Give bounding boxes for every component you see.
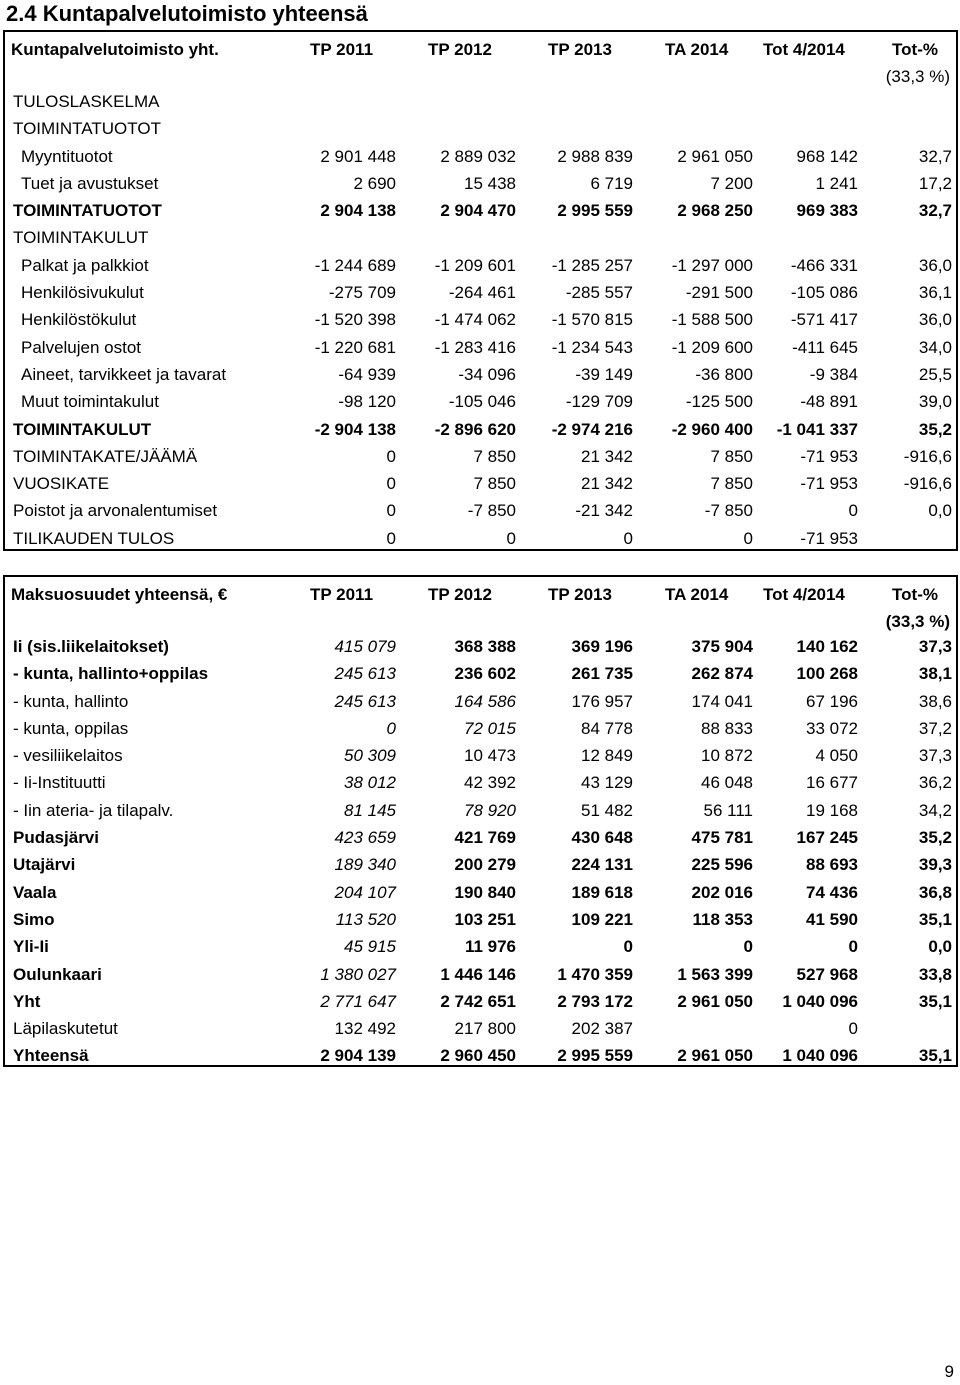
table-row: [5, 1015, 956, 1042]
cell-value: 0: [623, 528, 633, 548]
cell-value: 1 470 359: [557, 964, 633, 984]
cell-value: 202 387: [571, 1019, 633, 1039]
cell-value: 430 648: [571, 828, 633, 848]
row-label: - vesiliikelaitos: [13, 746, 123, 766]
cell-value: 1 563 399: [677, 964, 753, 984]
row-label: - Iin ateria- ja tilapalv.: [13, 800, 174, 820]
cell-value: 21 342: [581, 446, 633, 466]
row-label: TILIKAUDEN TULOS: [13, 528, 175, 548]
row-label: - kunta, hallinto: [13, 691, 129, 711]
cell-value: 33 072: [806, 718, 858, 738]
cell-value: 2 961 050: [677, 1046, 753, 1066]
cell-value: 204 107: [334, 882, 396, 902]
header-tp2012: TP 2012: [428, 585, 492, 604]
row-label: Myyntituotot: [21, 146, 113, 166]
row-label: Utajärvi: [13, 855, 76, 875]
cell-value: 217 800: [454, 1019, 516, 1039]
table-row: [5, 688, 956, 715]
cell-value: 113 520: [335, 909, 396, 929]
cell-value: 1 380 027: [320, 964, 396, 984]
row-label: Ii (sis.liikelaitokset): [13, 637, 169, 656]
cell-value: 35,2: [918, 828, 952, 848]
row-label: Vaala: [13, 882, 57, 902]
cell-value: 2 793 172: [557, 991, 633, 1011]
table-row: [5, 143, 956, 170]
table-row: [5, 742, 956, 769]
header-tot2014: Tot 4/2014: [763, 585, 845, 604]
cell-value: 189 340: [334, 855, 396, 875]
cell-value: 527 968: [796, 964, 858, 984]
cell-value: 36,0: [918, 310, 952, 330]
cell-value: 224 131: [571, 855, 633, 875]
cell-value: 10 473: [464, 746, 516, 766]
cell-value: 375 904: [691, 637, 753, 656]
cell-value: 132 492: [334, 1019, 396, 1039]
cell-value: -1 041 337: [776, 419, 858, 439]
cell-value: 35,1: [918, 991, 952, 1011]
table-row: [5, 388, 956, 415]
cell-value: 45 915: [344, 937, 396, 957]
cell-value: -275 709: [328, 283, 396, 303]
cell-value: -264 461: [448, 283, 516, 303]
cell-value: 34,0: [918, 337, 952, 357]
row-label: Yhteensä: [13, 1046, 89, 1066]
cell-value: -7 850: [467, 501, 516, 521]
cell-value: -2 904 138: [314, 419, 396, 439]
page-number: 9: [944, 1362, 954, 1381]
cell-value: -129 709: [565, 392, 633, 412]
cell-value: -125 500: [685, 392, 753, 412]
row-label: TOIMINTAKULUT: [13, 228, 149, 248]
cell-value: 190 840: [454, 882, 516, 902]
cell-value: 2 904 138: [320, 201, 396, 221]
table-row: [5, 170, 956, 197]
cell-value: 56 111: [703, 800, 753, 820]
cell-value: 35,2: [918, 419, 952, 439]
row-label: Aineet, tarvikkeet ja tavarat: [21, 364, 227, 384]
row-label: Poistot ja arvonalentumiset: [13, 501, 218, 521]
cell-value: 7 850: [710, 474, 753, 494]
cell-value: -71 953: [800, 528, 858, 548]
cell-value: 0: [386, 474, 396, 494]
cell-value: -466 331: [790, 255, 858, 275]
cell-value: 100 268: [796, 664, 858, 684]
cell-value: 88 693: [806, 855, 858, 875]
cell-value: 174 041: [691, 691, 753, 711]
cell-value: 2 742 651: [440, 991, 516, 1011]
cell-value: -36 800: [695, 364, 753, 384]
cell-value: 189 618: [571, 882, 633, 902]
cell-value: 32,7: [918, 146, 952, 166]
cell-value: 0,0: [928, 937, 952, 957]
cell-value: 968 142: [796, 146, 858, 166]
row-label: Yht: [13, 991, 41, 1011]
cell-value: 39,0: [918, 392, 952, 412]
table-row: [5, 306, 956, 333]
cell-value: 84 778: [581, 718, 633, 738]
cell-value: 421 769: [454, 828, 516, 848]
cell-value: 2 889 032: [440, 146, 516, 166]
cell-value: 245 613: [334, 664, 396, 684]
table-row: [5, 797, 956, 824]
table-row: [5, 633, 956, 660]
table-row: [5, 824, 956, 851]
table-row: [5, 279, 956, 306]
header-totpct: Tot-%: [892, 585, 938, 604]
cell-value: 81 145: [344, 800, 396, 820]
cell-value: 0: [506, 528, 516, 548]
cell-value: -7 850: [704, 501, 753, 521]
cell-value: -1 297 000: [671, 255, 753, 275]
cell-value: 225 596: [691, 855, 753, 875]
cell-value: 43 129: [581, 773, 633, 793]
cell-value: 17,2: [918, 173, 952, 193]
cell-value: -1 209 600: [671, 337, 753, 357]
cell-value: 0: [848, 937, 858, 957]
cell-value: 0: [743, 528, 753, 548]
row-label: Tuet ja avustukset: [21, 173, 159, 193]
cell-value: -1 244 689: [314, 255, 396, 275]
row-label: - kunta, hallinto+oppilas: [13, 664, 209, 684]
cell-value: 0: [386, 501, 396, 521]
cell-value: -48 891: [800, 392, 858, 412]
row-label: Simo: [13, 909, 55, 929]
cell-value: 33,8: [918, 964, 952, 984]
cell-value: 368 388: [454, 637, 516, 656]
cell-value: 35,1: [918, 1046, 952, 1066]
cell-value: -1 234 543: [551, 337, 633, 357]
table-row: [5, 416, 956, 443]
cell-value: 423 659: [334, 828, 396, 848]
table-row: [5, 115, 956, 142]
table-row: [5, 197, 956, 224]
cell-value: 36,0: [918, 255, 952, 275]
table-header: [5, 32, 956, 88]
row-label: Pudasjärvi: [13, 828, 99, 848]
table-row: [5, 660, 956, 687]
cell-value: 46 048: [701, 773, 753, 793]
header-ta2014: TA 2014: [665, 585, 729, 604]
table-row: [5, 334, 956, 361]
cell-value: 36,2: [918, 773, 952, 793]
cell-value: -98 120: [338, 392, 396, 412]
cell-value: 38 012: [344, 773, 396, 793]
cell-value: 2 995 559: [557, 201, 633, 221]
cell-value: 245 613: [334, 691, 396, 711]
table-row: [5, 879, 956, 906]
cell-value: -105 086: [790, 283, 858, 303]
cell-value: 0: [743, 937, 753, 957]
cell-value: 51 482: [581, 800, 633, 820]
row-label: Palkat ja palkkiot: [21, 255, 149, 275]
cell-value: 25,5: [918, 364, 952, 384]
cell-value: 1 241: [815, 173, 858, 193]
cell-value: 2 771 647: [320, 991, 396, 1011]
cell-value: 39,3: [918, 855, 952, 875]
table-row: [5, 851, 956, 878]
row-label: - Ii-Instituutti: [13, 773, 106, 793]
table-row: [5, 252, 956, 279]
table-row: [5, 88, 956, 115]
row-label: Yli-Ii: [13, 937, 49, 957]
header-tp2012: TP 2012: [428, 40, 492, 59]
table-row: [5, 361, 956, 388]
header-ta2014: TA 2014: [665, 40, 729, 59]
cell-value: 2 960 450: [440, 1046, 516, 1066]
cell-value: -1 520 398: [314, 310, 396, 330]
header-tp2011: TP 2011: [310, 585, 374, 604]
row-label: - kunta, oppilas: [13, 718, 129, 738]
cell-value: -571 417: [790, 310, 858, 330]
page-title: 2.4 Kuntapalvelutoimisto yhteensä: [6, 1, 368, 26]
table-row: [5, 961, 956, 988]
table-row: [5, 769, 956, 796]
table-row: [5, 525, 956, 552]
cell-value: 0: [386, 528, 396, 548]
row-label: TOIMINTATUOTOT: [13, 201, 162, 221]
income-statement-table: [3, 30, 958, 551]
cell-value: 103 251: [454, 909, 516, 929]
cell-value: 0,0: [928, 501, 952, 521]
cell-value: -105 046: [448, 392, 516, 412]
cell-value: 2 961 050: [677, 146, 753, 166]
cell-value: 37,3: [918, 746, 952, 766]
cell-value: -71 953: [800, 446, 858, 466]
cell-value: 7 850: [473, 474, 516, 494]
table-row: [5, 906, 956, 933]
row-label: Henkilöstökulut: [21, 310, 137, 330]
cell-value: 38,6: [918, 691, 952, 711]
cell-value: 262 874: [691, 664, 753, 684]
cell-value: 969 383: [796, 201, 858, 221]
cell-value: 202 016: [691, 882, 753, 902]
cell-value: 41 590: [806, 909, 858, 929]
cell-value: 2 904 470: [440, 201, 516, 221]
header-totpct-sub: (33,3 %): [885, 612, 950, 631]
cell-value: 38,1: [918, 664, 952, 684]
cell-value: 10 872: [701, 746, 753, 766]
row-label: Henkilösivukulut: [21, 283, 144, 303]
cell-value: -2 960 400: [671, 419, 753, 439]
cell-value: 415 079: [334, 637, 396, 656]
row-label: TULOSLASKELMA: [13, 92, 160, 111]
table-row: [5, 715, 956, 742]
cell-value: 72 015: [464, 718, 516, 738]
cell-value: -916,6: [903, 474, 952, 494]
cell-value: 74 436: [806, 882, 858, 902]
cell-value: 140 162: [796, 637, 858, 656]
cell-value: -2 974 216: [551, 419, 633, 439]
header-tp2013: TP 2013: [548, 40, 612, 59]
cell-value: 2 690: [353, 173, 396, 193]
cell-value: -411 645: [792, 337, 858, 357]
cell-value: -1 220 681: [314, 337, 396, 357]
cell-value: 1 040 096: [782, 1046, 858, 1066]
cell-value: 109 221: [571, 909, 633, 929]
cell-value: -1 474 062: [434, 310, 516, 330]
cell-value: 16 677: [806, 773, 858, 793]
cell-value: -64 939: [338, 364, 396, 384]
row-label: TOIMINTAKULUT: [13, 419, 152, 439]
cell-value: 50 309: [344, 746, 396, 766]
cell-value: 7 200: [710, 173, 753, 193]
cell-value: -1 283 416: [434, 337, 516, 357]
cell-value: -1 285 257: [551, 255, 633, 275]
cell-value: 42 392: [464, 773, 516, 793]
cell-value: 36,1: [918, 283, 952, 303]
cell-value: -291 500: [685, 283, 753, 303]
cell-value: 36,8: [918, 882, 952, 902]
cell-value: 369 196: [571, 637, 633, 656]
cell-value: 88 833: [701, 718, 753, 738]
cell-value: 0: [848, 501, 858, 521]
cell-value: 0: [386, 446, 396, 466]
cell-value: 1 446 146: [440, 964, 516, 984]
cell-value: -285 557: [565, 283, 633, 303]
cell-value: 37,2: [918, 718, 952, 738]
row-label: Palvelujen ostot: [21, 337, 142, 357]
cell-value: 2 968 250: [677, 201, 753, 221]
table-row: [5, 224, 956, 251]
cell-value: -1 209 601: [434, 255, 516, 275]
cell-value: 34,2: [918, 800, 952, 820]
row-label: TOIMINTATUOTOT: [13, 119, 161, 139]
cell-value: 2 901 448: [320, 146, 396, 166]
row-label: Oulunkaari: [13, 964, 102, 984]
cell-value: -34 096: [458, 364, 516, 384]
cell-value: 6 719: [590, 173, 633, 193]
cell-value: 475 781: [691, 828, 753, 848]
row-label: VUOSIKATE: [13, 474, 110, 494]
cell-value: -39 149: [575, 364, 633, 384]
row-label: Läpilaskutetut: [13, 1019, 118, 1039]
cell-value: 0: [848, 1019, 858, 1039]
cell-value: 15 438: [464, 173, 516, 193]
table-row: [5, 988, 956, 1015]
cell-value: 0: [386, 718, 396, 738]
header-totpct-sub: (33,3 %): [885, 67, 950, 86]
cell-value: 0: [623, 937, 633, 957]
cell-value: 2 988 839: [557, 146, 633, 166]
cell-value: -1 570 815: [551, 310, 633, 330]
cell-value: 2 961 050: [677, 991, 753, 1011]
table-row: [5, 1042, 956, 1069]
cell-value: 261 735: [571, 664, 633, 684]
cell-value: -9 384: [809, 364, 858, 384]
cell-value: 167 245: [796, 828, 858, 848]
cell-value: 12 849: [581, 746, 633, 766]
cell-value: -2 896 620: [434, 419, 516, 439]
cell-value: -71 953: [800, 474, 858, 494]
header-tp2013: TP 2013: [548, 585, 612, 604]
cell-value: 164 586: [454, 691, 516, 711]
cell-value: 2 904 139: [320, 1046, 396, 1066]
cell-value: 1 040 096: [782, 991, 858, 1011]
cell-value: 7 850: [710, 446, 753, 466]
header-label: Maksuosuudet yhteensä, €: [11, 585, 228, 604]
cell-value: 176 957: [571, 691, 633, 711]
cell-value: 4 050: [815, 746, 858, 766]
cell-value: 19 168: [806, 800, 858, 820]
header-totpct: Tot-%: [892, 40, 938, 59]
header-tot2014: Tot 4/2014: [763, 40, 845, 59]
table-row: [5, 933, 956, 960]
cell-value: 7 850: [473, 446, 516, 466]
cell-value: 21 342: [581, 474, 633, 494]
cell-value: 118 353: [692, 909, 753, 929]
table-row: [5, 497, 956, 524]
cell-value: 67 196: [806, 691, 858, 711]
cell-value: 37,3: [918, 637, 952, 656]
row-label: Muut toimintakulut: [21, 392, 159, 412]
header-tp2011: TP 2011: [310, 40, 374, 59]
cell-value: 11 976: [464, 937, 516, 957]
cell-value: 236 602: [454, 664, 516, 684]
cell-value: -916,6: [903, 446, 952, 466]
table-row: [5, 470, 956, 497]
table-header: [5, 577, 956, 633]
cell-value: 32,7: [918, 201, 952, 221]
contributions-table: [3, 575, 958, 1067]
cell-value: 78 920: [464, 800, 516, 820]
cell-value: 200 279: [454, 855, 516, 875]
cell-value: -21 342: [575, 501, 633, 521]
table-row: [5, 443, 956, 470]
cell-value: -1 588 500: [671, 310, 753, 330]
cell-value: 2 995 559: [557, 1046, 633, 1066]
row-label: TOIMINTAKATE/JÄÄMÄ: [13, 446, 198, 466]
header-label: Kuntapalvelutoimisto yht.: [11, 40, 219, 59]
cell-value: 35,1: [918, 909, 952, 929]
